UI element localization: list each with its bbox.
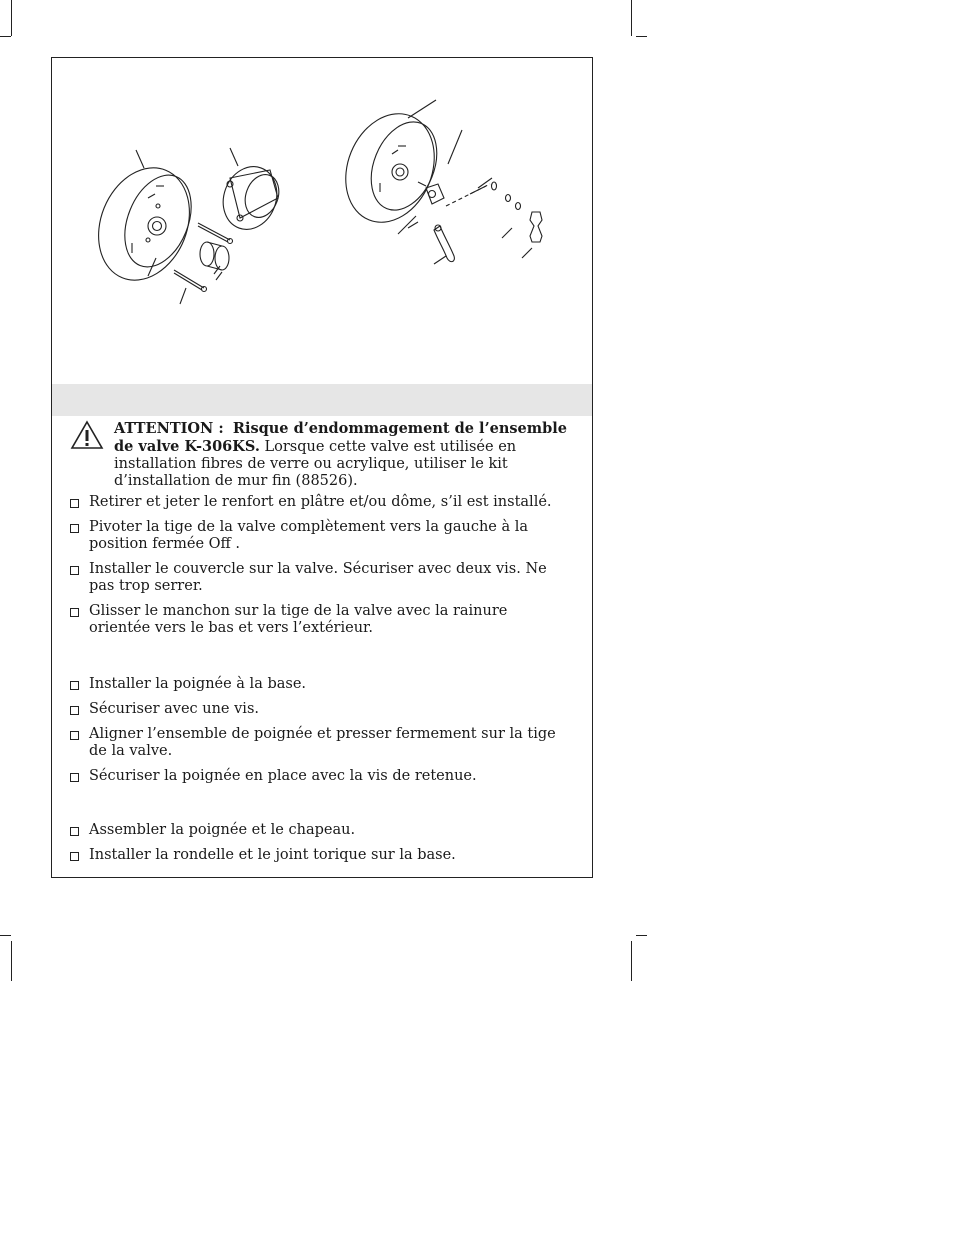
exploded-valve-illustration [52, 58, 592, 384]
screw-upper [198, 223, 233, 244]
lever-handle [434, 225, 454, 262]
checkbox-icon [70, 731, 79, 740]
o-ring [506, 195, 511, 202]
crop-mark-tr-v [631, 0, 632, 36]
list-item: Installer la rondelle et le joint torique sur la base. [70, 847, 570, 864]
crop-mark-tr-h [636, 36, 647, 37]
escutcheon-plate-right [330, 100, 450, 235]
crop-mark-br-v [631, 941, 632, 981]
list-item: Installer le couvercle sur la valve. Sécuriser avec deux vis. Ne pas trop serrer. [70, 561, 570, 595]
checkbox-icon [70, 608, 79, 617]
handle-base [426, 184, 444, 204]
list-item: Sécuriser avec une vis. [70, 701, 570, 718]
list-item: Glisser le manchon sur la tige de la valve avec la rainure orientée vers le bas et vers l’extérieur. [70, 603, 570, 637]
sleeve-cylinder [200, 242, 229, 270]
caution-label: ATTENTION : [114, 420, 224, 437]
caution-heading: Risque d’endommagement de l’ensemble de valve K-306KS. [114, 420, 567, 455]
warning-triangle-icon [70, 420, 104, 450]
screw-lower [174, 270, 207, 292]
checkbox-icon [70, 566, 79, 575]
list-item: Pivoter la tige de la valve complètement vers la gauche à la position fermée Off . [70, 519, 570, 553]
checkbox-icon [70, 706, 79, 715]
o-ring [516, 203, 521, 210]
caution-body: Lorsque cette valve est utilisée en installation fibres de verre ou acrylique, utiliser le kit d’installation de mur fin (88526). [114, 439, 517, 489]
escutcheon-plate-left [82, 154, 205, 294]
checkbox-icon [70, 499, 79, 508]
instruction-frame [51, 57, 593, 878]
crop-mark-br-h [636, 935, 647, 936]
step-list-cap [70, 822, 570, 872]
caution-text [114, 420, 576, 490]
crop-mark-bl-v [11, 941, 12, 981]
list-item: Assembler la poignée et le chapeau. [70, 822, 570, 839]
checkbox-icon [70, 852, 79, 861]
washer [492, 182, 497, 190]
checkbox-icon [70, 773, 79, 782]
valve-cover-dome [215, 159, 286, 237]
checkbox-icon [70, 524, 79, 533]
list-item: Retirer et jeter le renfort en plâtre et/ou dôme, s’il est installé. [70, 494, 570, 511]
section-band [52, 384, 592, 416]
crop-mark-tl-v [11, 0, 12, 36]
step-list-cover [70, 494, 570, 645]
list-item: Sécuriser la poignée en place avec la vis de retenue. [70, 768, 570, 785]
handle-cap [530, 212, 542, 242]
crop-mark-tl-h [0, 36, 11, 37]
list-item: Aligner l’ensemble de poignée et presser fermement sur la tige de la valve. [70, 726, 570, 760]
list-item: Installer la poignée à la base. [70, 676, 570, 693]
checkbox-icon [70, 827, 79, 836]
crop-mark-bl-h [0, 935, 11, 936]
step-list-handle [70, 676, 570, 793]
checkbox-icon [70, 681, 79, 690]
